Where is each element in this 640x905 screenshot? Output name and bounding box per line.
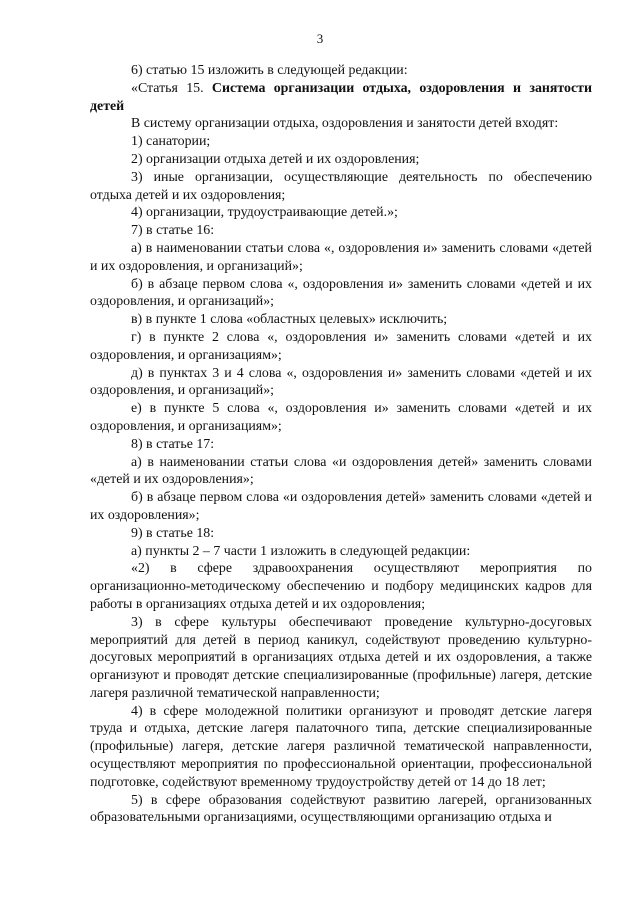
paragraph: б) в абзаце первом слова «, оздоровления и» заменить словами «детей и их оздоровления, и организаций»; [90,276,592,310]
paragraph: а) в наименовании статьи слова «, оздоровления и» заменить словами «детей и их оздоровления, и организаций»; [90,240,592,274]
paragraph: 6) статью 15 изложить в следующей редакции: [131,63,408,78]
paragraph: 9) в статье 18: [131,525,215,541]
paragraph: 1) санатории; [131,134,211,150]
paragraph: 8) в статье 17: [131,436,215,452]
paragraph: 2) организации отдыха детей и их оздоровления; [131,151,420,167]
paragraph: 3) иные организации, осуществляющие деятельность по обеспечению отдыха детей и их оздоровления; [90,169,592,203]
paragraph: 7) в статье 16: [131,223,215,239]
paragraph: а) в наименовании статьи слова «и оздоровления детей» заменить словами «детей и их оздоровления»; [90,454,592,488]
paragraph: б) в абзаце первом слова «и оздоровления детей» заменить словами «детей и их оздоровления»; [90,490,592,523]
paragraph: а) пункты 2 – 7 части 1 изложить в следующей редакции: [131,543,471,559]
paragraph: в) в пункте 1 слова «областных целевых» исключить; [131,312,448,328]
page-number: 3 [316,31,324,46]
article-title: Система организации отдыха, оздоровления и занятости детей [90,80,592,114]
paragraph: В систему организации отдыха, оздоровления и занятости детей входят: [131,116,559,132]
article-heading: «Статья 15. Система организации отдыха, оздоровления и занятости детей [90,80,592,114]
document-body [90,62,592,827]
paragraph: 4) в сфере молодежной политики организуют и проводят детские лагеря труда и отдыха, детские лагеря палаточного типа, детские специализированные (профильные) лагеря, детские лагеря различной тематической направленности, осуществляют мероприятия по профессиональной ориентации, профессиональной подготовке, содействуют временному трудоустройству детей от 14 до 18 лет; [90,703,592,790]
paragraph: 3) в сфере культуры обеспечивают проведение культурно-досуговых мероприятий для детей в период каникул, содействуют проведению культурно-досуговых мероприятий в организациях отдыха детей и их оздоровления, а также организуют и проводят детские специализированные (профильные) лагеря, детские лагеря различной тематической направленности; [90,614,592,701]
paragraph: г) в пункте 2 слова «, оздоровления и» заменить словами «детей и их оздоровления, и организациям»; [90,329,592,363]
paragraph: е) в пункте 5 слова «, оздоровления и» заменить словами «детей и их оздоровления, и организациям»; [90,401,592,434]
paragraph: 4) организации, трудоустраивающие детей.»; [131,205,398,221]
paragraph: д) в пунктах 3 и 4 слова «, оздоровления и» заменить словами «детей и их оздоровления, и организаций»; [90,365,592,399]
paragraph: «2) в сфере здравоохранения осуществляют мероприятия по организационно-методическому обеспечению и подбору медицинских кадров для работы в организациях отдыха детей и их оздоровления; [90,561,592,612]
paragraph: 5) в сфере образования содействуют развитию лагерей, организованных образовательными организациями, осуществляющими организацию отдыха и [90,792,592,826]
